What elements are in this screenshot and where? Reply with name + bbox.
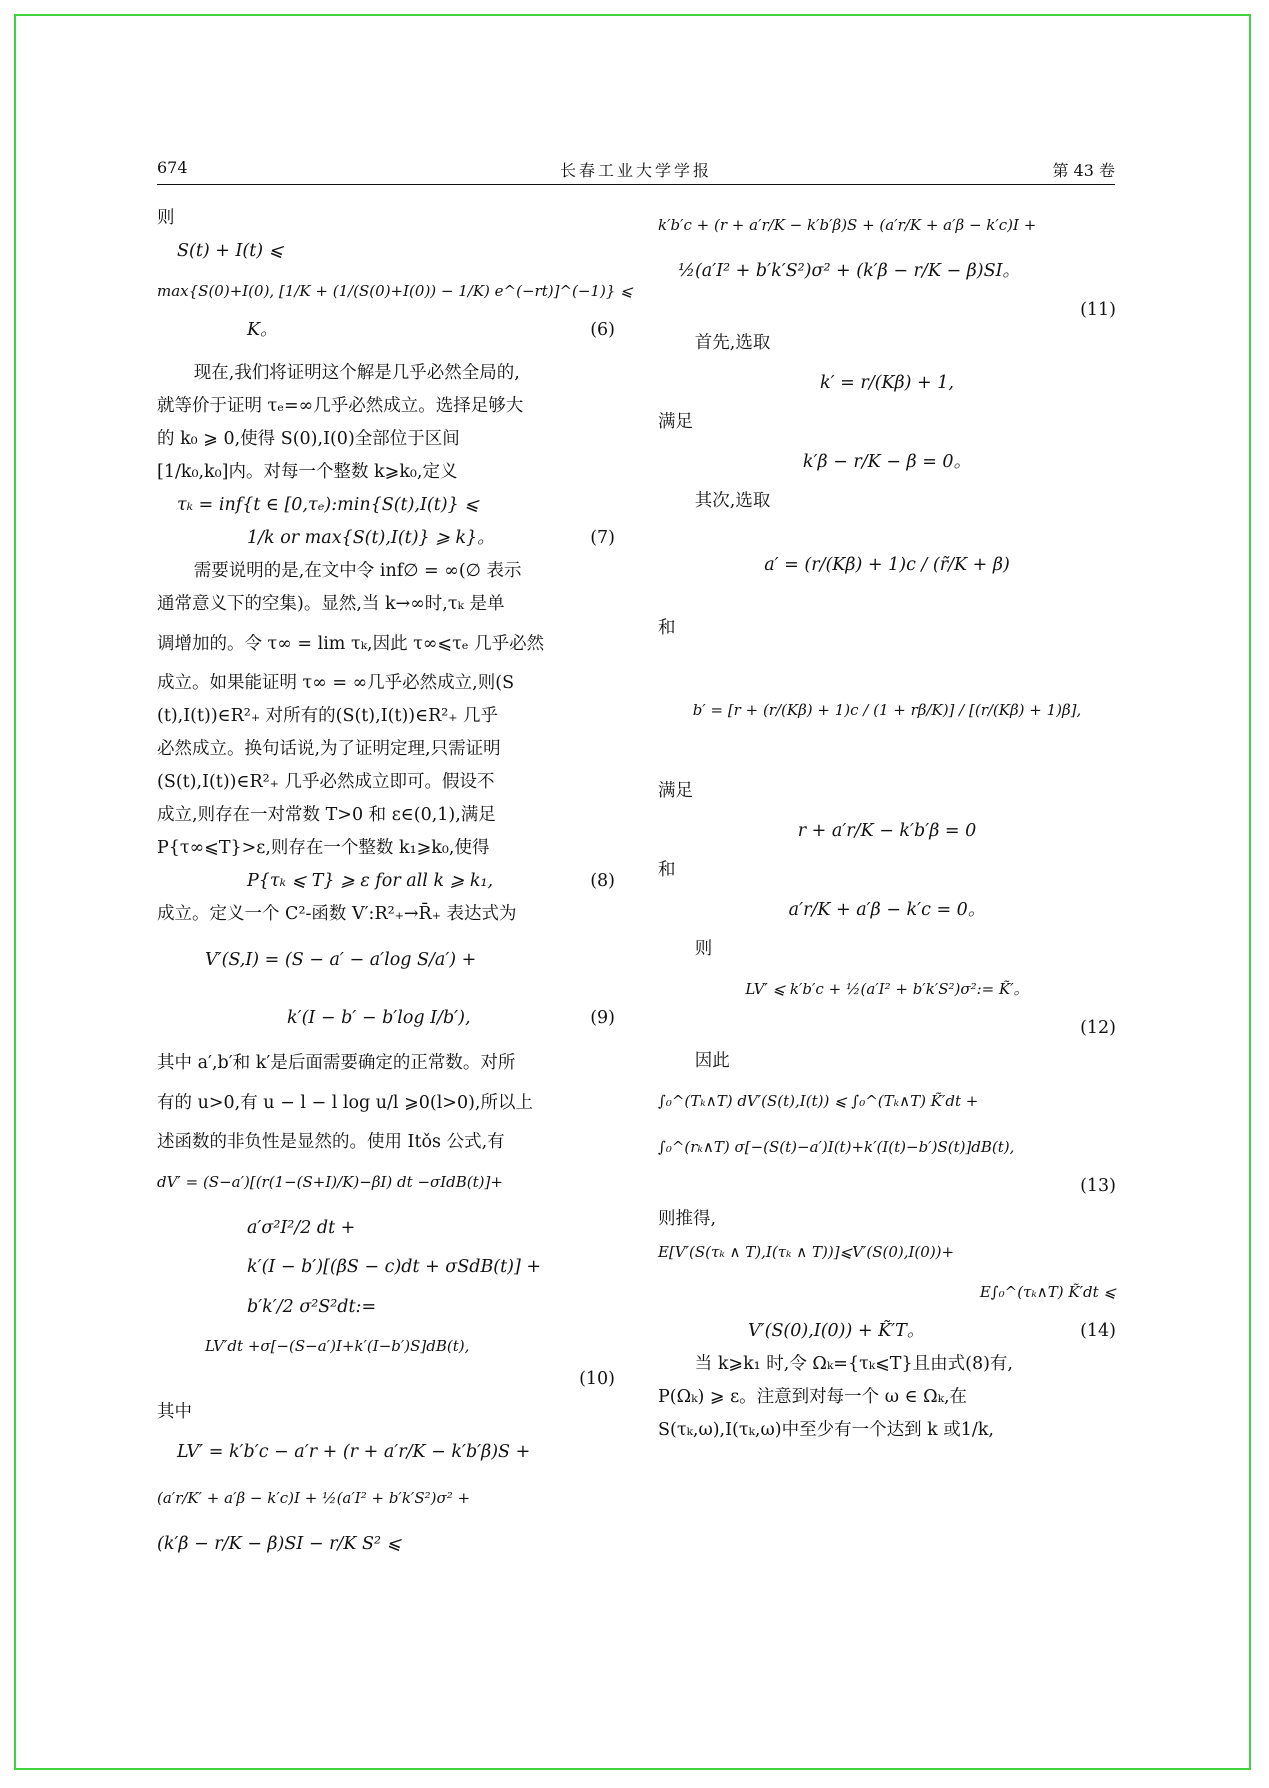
equation-line (157, 314, 615, 347)
equation-line: k′β − r/K − β = 0。 (802, 452, 972, 472)
paragraph-line: [1/k₀,k₀]内。对每一个整数 k⩾k₀,定义 (157, 462, 458, 482)
paragraph-line: 则推得, (658, 1209, 717, 1229)
paragraph-line: 其中 (157, 1402, 192, 1422)
paragraph-line: 则 (694, 939, 713, 959)
paragraph-line: 和 (658, 860, 676, 880)
paragraph-line: 成立。定义一个 C²-函数 V′:R²₊→R̄₊ 表达式为 (157, 904, 517, 924)
right-column (658, 202, 1116, 1447)
paragraph-line: 和 (658, 618, 676, 638)
equation-line: k′ = r/(Kβ) + 1, (820, 373, 954, 393)
paragraph-line: 有的 u>0,有 u − l − l log u/l ⩾0(l>0),所以上 (157, 1093, 533, 1113)
equation-line: ½(a′I² + b′k′S²)σ² + (k′β − r/K − β)SI。 (678, 261, 1021, 281)
paragraph-line: (t),I(t))∈R²₊ 对所有的(S(t),I(t))∈R²₊ 几乎 (157, 706, 499, 726)
equation-line: a′ = (r/(Kβ) + 1)c / (r̃/K + β) (764, 555, 1010, 575)
equation-number: (10) (579, 1369, 615, 1389)
equation-line: E∫₀^(τₖ∧T) K̃′dt ⩽ (979, 1283, 1116, 1301)
paragraph-line: 述函数的非负性是显然的。使用 Itǒs 公式,有 (157, 1132, 505, 1152)
equation-line: LV′dt +σ[−(S−a′)I+k′(I−b′)S]dB(t), (205, 1337, 470, 1355)
paragraph-line: 满足 (658, 781, 693, 801)
equation-line: r + a′r/K − k′b′β = 0 (797, 821, 977, 841)
paragraph-line: 其次,选取 (694, 491, 771, 511)
paragraph-line: 成立,则存在一对常数 T>0 和 ε∈(0,1),满足 (157, 805, 496, 825)
equation-number: (12) (1080, 1018, 1116, 1038)
paragraph-line: 现在,我们将证明这个解是几乎必然全局的, (193, 363, 520, 383)
equation-number: (7) (590, 528, 615, 548)
paragraph-line: (S(t),I(t))∈R²₊ 几乎必然成立即可。假设不 (157, 772, 495, 792)
equation-line: k′b′c + (r + a′r/K − k′b′β)S + (a′r/K + a′β − k′c)I + (658, 216, 1037, 234)
equation-text: K。 (247, 320, 278, 340)
equation-line: ∫₀^(Tₖ∧T) dV′(S(t),I(t)) ⩽ ∫₀^(Tₖ∧T) K̃′dt + (658, 1092, 979, 1110)
equation-line: a′r/K + a′β − k′c = 0。 (788, 900, 986, 920)
equation-line (157, 865, 615, 898)
equation-line: LV′ = k′b′c − a′r + (r + a′r/K − k′b′β)S + (177, 1442, 531, 1462)
paragraph-line: 首先,选取 (694, 333, 771, 353)
equation-line: (k′β − r/K − β)SI − r/K S² ⩽ (157, 1534, 402, 1554)
equation-line (157, 522, 615, 555)
equation-line: k′(I − b′)[(βS − c)dt + σSdB(t)] + (247, 1257, 542, 1277)
paragraph-line: S(τₖ,ω),I(τₖ,ω)中至少有一个达到 k 或1/k, (658, 1420, 994, 1440)
paragraph-line: P(Ωₖ) ⩾ ε。注意到对每一个 ω ∈ Ωₖ,在 (658, 1387, 968, 1407)
equation-text: 1/k or max{S(t),I(t)} ⩾ k}。 (247, 528, 495, 548)
paragraph-line: 满足 (658, 412, 693, 432)
journal-title: 长春工业大学学报 (559, 161, 712, 180)
paragraph-line: 的 k₀ ⩾ 0,使得 S(0),I(0)全部位于区间 (157, 429, 460, 449)
equation-line: b′k′/2 σ²S²dt:= (247, 1297, 377, 1317)
paragraph-line: 其中 a′,b′和 k′是后面需要确定的正常数。对所 (157, 1053, 516, 1073)
paragraph-line: 调增加的。令 τ∞ = lim τₖ,因此 τ∞⩽τₑ 几乎必然 (157, 634, 545, 654)
equation-line: S(t) + I(t) ⩽ (177, 241, 284, 261)
equation-line (157, 989, 615, 1047)
paragraph-line: 成立。如果能证明 τ∞ = ∞几乎必然成立,则(S (157, 673, 515, 693)
equation-line: b′ = [r + (r/(Kβ) + 1)c / (1 + rβ/K)] / [(r/(Kβ) + 1)β], (692, 701, 1082, 719)
equation-line (658, 1315, 1116, 1348)
equation-line: max{S(0)+I(0), [1/K + (1/(S(0)+I(0)) − 1/K) e^(−rt)]^(−1)} ⩽ (157, 282, 633, 300)
paragraph-line: P{τ∞⩽T}>ε,则存在一个整数 k₁⩾k₀,使得 (157, 838, 490, 858)
equation-number: (9) (590, 1008, 615, 1028)
equation-line: E[V′(S(τₖ ∧ T),I(τₖ ∧ T))]⩽V′(S(0),I(0))+ (658, 1243, 955, 1261)
running-header (157, 154, 1115, 185)
equation-text: V′(S(0),I(0)) + K̃′T。 (748, 1321, 925, 1341)
left-column (157, 202, 633, 1567)
page-number: 674 (157, 158, 188, 177)
equation-line: τₖ = inf{t ∈ [0,τₑ):min{S(t),I(t)} ⩽ (177, 495, 479, 515)
paragraph-line: 当 k⩾k₁ 时,令 Ωₖ={τₖ⩽T}且由式(8)有, (694, 1354, 1013, 1374)
paragraph-line: 必然成立。换句话说,为了证明定理,只需证明 (157, 739, 501, 759)
equation-line: V′(S,I) = (S − a′ − a′log S/a′) + (205, 950, 477, 970)
paragraph-line: 需要说明的是,在文中令 inf∅ = ∞(∅ 表示 (193, 561, 522, 581)
equation-line: a′σ²I²/2 dt + (247, 1218, 356, 1238)
equation-line: ∫₀^(rₖ∧T) σ[−(S(t)−a′)I(t)+k′(I(t)−b′)S(t)]dB(t), (658, 1138, 1015, 1156)
equation-line: dV′ = (S−a′)[(r(1−(S+I)/K)−βI) dt −σIdB(t)]+ (157, 1173, 503, 1191)
equation-text: P{τₖ ⩽ T} ⩾ ε for all k ⩾ k₁, (247, 871, 494, 891)
paragraph-line: 则 (157, 208, 175, 228)
paragraph-line: 通常意义下的空集)。显然,当 k→∞时,τₖ 是单 (157, 594, 505, 614)
paragraph-line: 就等价于证明 τₑ=∞几乎必然成立。选择足够大 (157, 396, 524, 416)
equation-number: (8) (590, 871, 615, 891)
paragraph-line: 因此 (694, 1051, 730, 1071)
equation-number: (14) (1080, 1321, 1116, 1341)
equation-text: k′(I − b′ − b′log I/b′), (287, 1008, 471, 1028)
equation-line: (a′r/K′ + a′β − k′c)I + ½(a′I² + b′k′S²)σ² + (157, 1489, 471, 1507)
equation-line: LV′ ⩽ k′b′c + ½(a′I² + b′k′S²)σ²:= K̃′。 (745, 980, 1029, 998)
equation-number: (13) (1080, 1176, 1116, 1196)
equation-number: (6) (590, 320, 615, 340)
volume-label: 第 43 卷 (1052, 161, 1115, 180)
equation-number: (11) (1080, 300, 1116, 320)
